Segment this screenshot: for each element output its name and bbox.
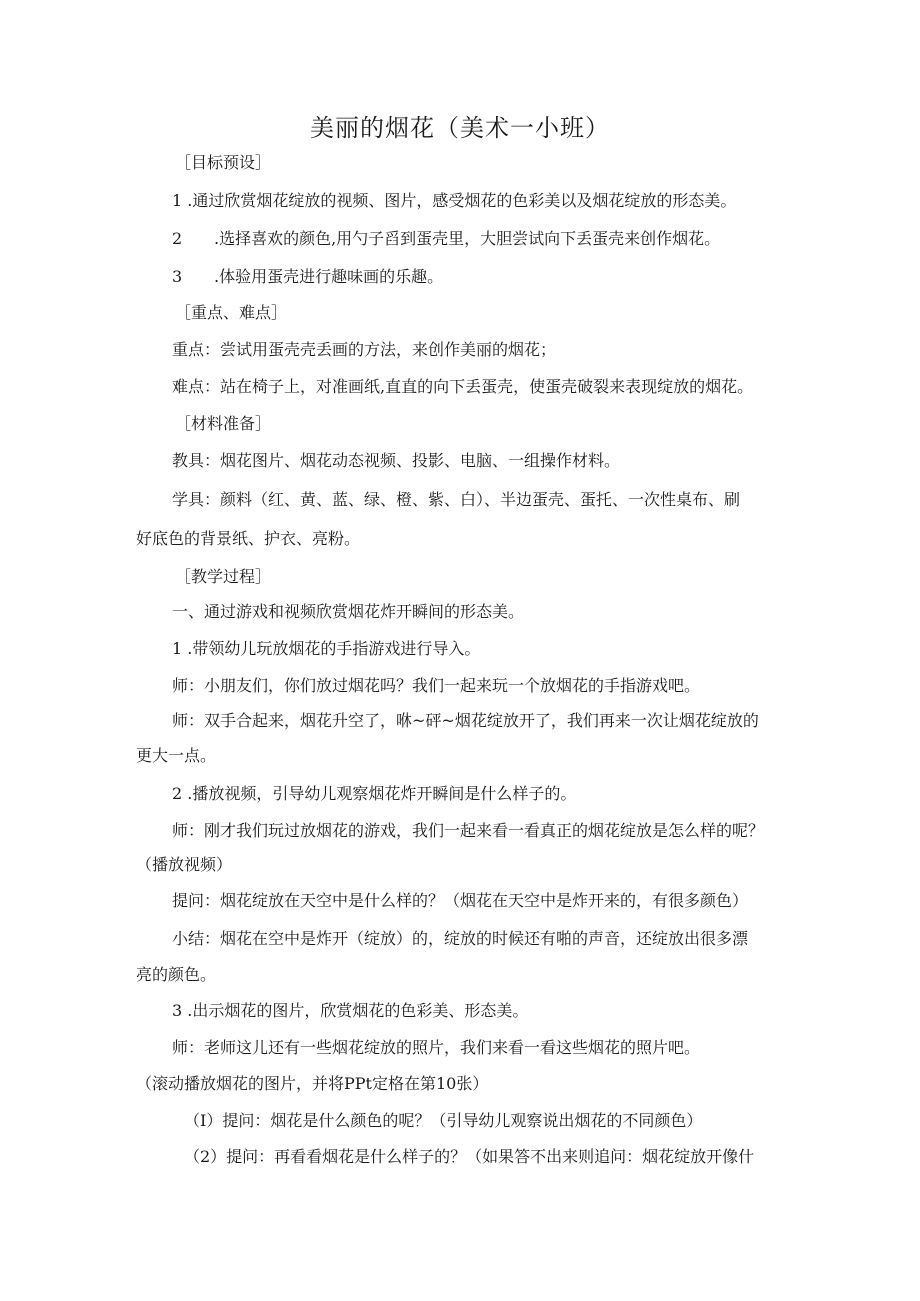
goal-item-3-number: 3 xyxy=(172,267,183,286)
summary-line-b: 亮的颜色。 xyxy=(136,965,217,984)
difficult-point: 难点：站在椅子上，对准画纸,直直的向下丢蛋壳，使蛋壳破裂来表现绽放的烟花。 xyxy=(172,377,754,396)
goal-item-3 xyxy=(172,266,443,288)
teacher-line-3a: 师：刚才我们玩过放烟花的游戏，我们一起来看一看真正的烟花绽放是怎么样的呢？ xyxy=(172,821,765,840)
teacher-line-4: 师：老师这儿还有一些烟花绽放的照片，我们来看一看这些烟花的照片吧。 xyxy=(172,1038,701,1057)
question-2: （I）提问：烟花是什么颜色的呢？（引导幼儿观察说出烟花的不同颜色） xyxy=(184,1111,703,1130)
process-heading: ［教学过程］ xyxy=(175,567,272,586)
teacher-line-2b: 更大一点。 xyxy=(136,746,217,765)
scroll-note: （滚动播放烟花的图片，并将PPt定格在第10张） xyxy=(136,1074,489,1093)
goal-item-2 xyxy=(172,228,720,250)
document-title: 美丽的烟花（美术一小班） xyxy=(310,114,610,142)
goal-item-1: 1 .通过欣赏烟花绽放的视频、图片，感受烟花的色彩美以及烟花绽放的形态美。 xyxy=(172,191,737,210)
student-tools-line-2: 好底色的背景纸、护衣、亮粉。 xyxy=(136,529,361,548)
step-3: 3 .出示烟花的图片，欣赏烟花的色彩美、形态美。 xyxy=(172,1001,529,1020)
teacher-tools: 教具：烟花图片、烟花动态视频、投影、电脑、一组操作材料。 xyxy=(172,451,621,470)
student-tools-line-1: 学具：颜料（红、黄、蓝、绿、橙、紫、白）、半边蛋壳、蛋托、一次性桌布、刷 xyxy=(172,490,741,509)
goal-item-3-text: .体验用蛋壳进行趣味画的乐趣。 xyxy=(214,267,444,286)
materials-heading: ［材料准备］ xyxy=(175,414,272,433)
part-1-heading: 一、通过游戏和视频欣赏烟花炸开瞬间的形态美。 xyxy=(172,602,525,621)
teacher-line-3b: （播放视频） xyxy=(136,855,233,874)
summary-line-a: 小结：烟花在空中是炸开（绽放）的，绽放的时候还有啪的声音，还绽放出很多漂 xyxy=(172,929,749,948)
teacher-line-1: 师：小朋友们，你们放过烟花吗？我们一起来玩一个放烟花的手指游戏吧。 xyxy=(172,676,701,695)
teacher-line-2a: 师：双手合起来，烟花升空了，咻~砰~烟花绽放开了，我们再来一次让烟花绽放的 xyxy=(172,711,759,730)
goal-item-2-number: 2 xyxy=(172,229,183,248)
key-point: 重点：尝试用蛋壳壳丢画的方法，来创作美丽的烟花； xyxy=(172,340,557,359)
key-points-heading: ［重点、难点］ xyxy=(175,303,288,322)
step-1: 1 .带领幼儿玩放烟花的手指游戏进行导入。 xyxy=(172,639,481,658)
question-1: 提问：烟花绽放在天空中是什么样的？（烟花在天空中是炸开来的，有很多颜色） xyxy=(172,891,749,910)
goals-heading: ［目标预设］ xyxy=(175,153,272,172)
goal-item-2-text: .选择喜欢的颜色,用勺子舀到蛋壳里，大胆尝试向下丢蛋壳来创作烟花。 xyxy=(214,229,721,248)
step-2: 2 .播放视频，引导幼儿观察烟花炸开瞬间是什么样子的。 xyxy=(172,784,577,803)
question-3: （2）提问：再看看烟花是什么样子的？（如果答不出来则追问：烟花绽放开像什 xyxy=(184,1147,755,1166)
